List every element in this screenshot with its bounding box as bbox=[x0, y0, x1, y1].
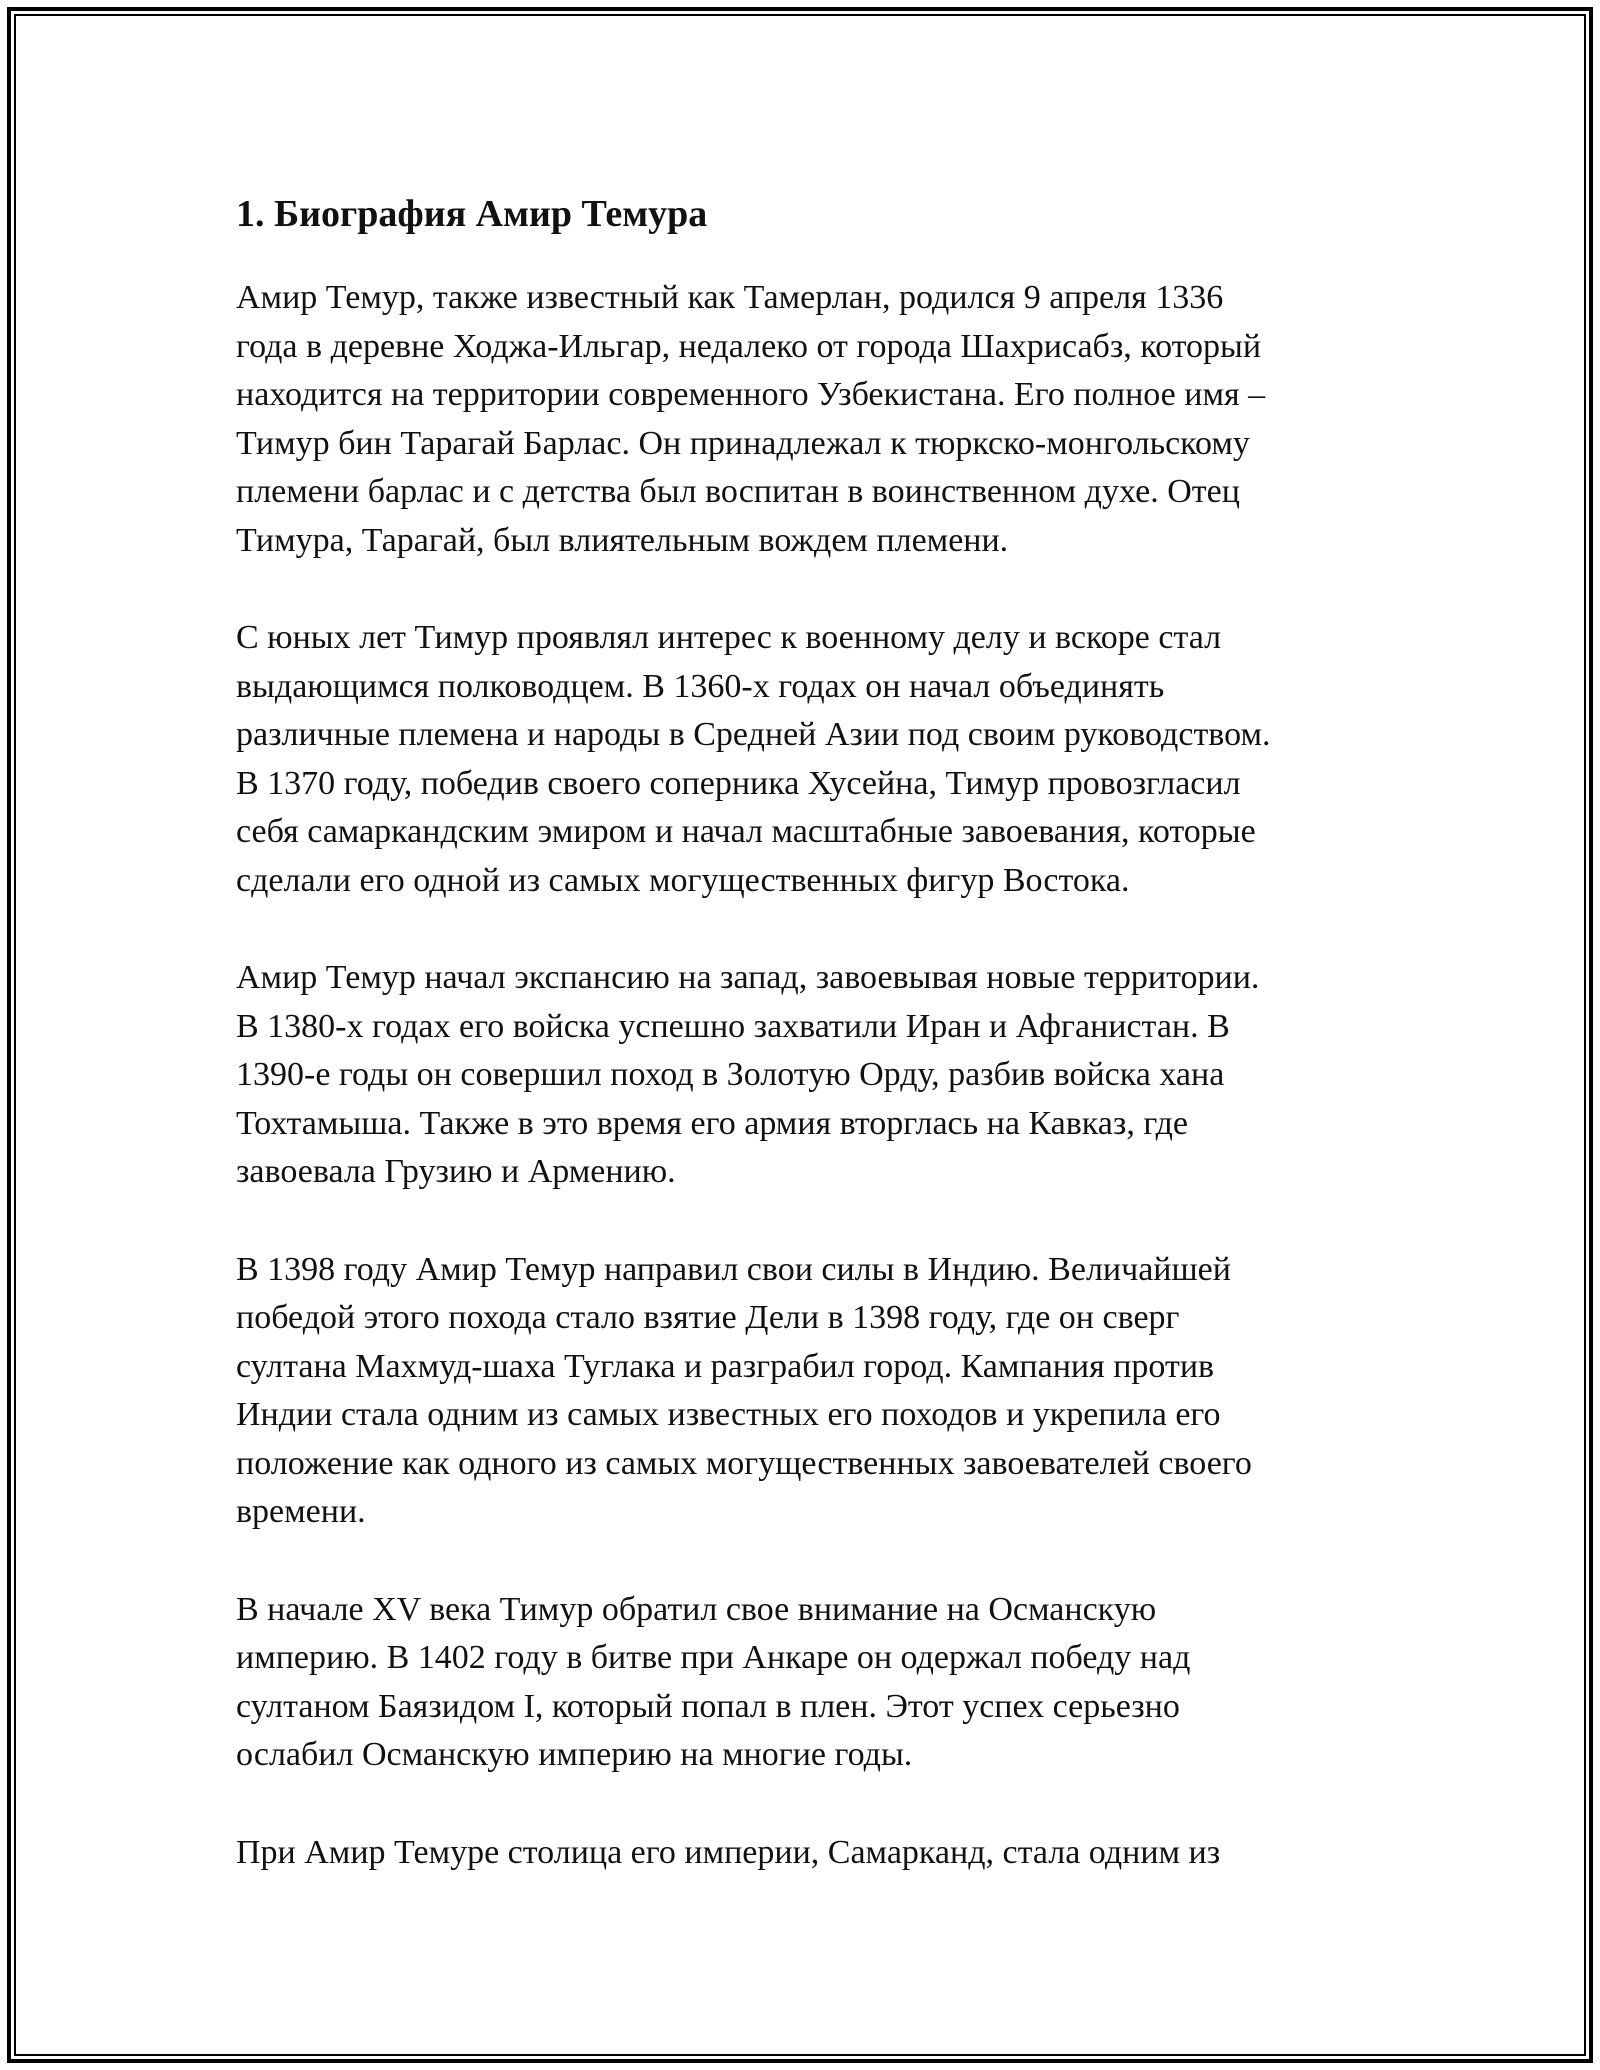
paragraph-ottoman-campaign: В начале XV века Тимур обратил свое внимание на Османскую империю. В 1402 году в битве при Анкаре он одержал победу над султаном Баязидом I, который попал в плен. Этот успех серьезно ослабил Османскую империю на многие годы. bbox=[236, 1590, 1191, 1773]
paragraph-rise: С юных лет Тимур проявлял интерес к военному делу и вскоре стал выдающимся полководцем. В 1360-х годах он начал объединять различные племена и народы в Средней Азии под своим руководством. В 1370 году, победив своего соперника Хусейна, Тимур провозгласил себя самаркандским эмиром и начал масштабные завоевания, которые сделали его одной из самых могущественных фигур Востока. bbox=[236, 619, 1271, 899]
paragraph-west-expansion: Амир Темур начал экспансию на запад, завоевывая новые территории. В 1380-х годах его войска успешно захватили Иран и Афганистан. В 1390-е годы он совершил поход в Золотую Орду, разбив войска хана Тохтамыша. Также в это время его армия вторглась на Кавказ, где завоевала Грузию и Армению. bbox=[236, 959, 1260, 1190]
document-body bbox=[236, 184, 1366, 1926]
section-heading: 1. Биография Амир Темура bbox=[236, 193, 708, 235]
paragraph-samarkand: При Амир Темуре столица его империи, Самарканд, стала одним из bbox=[236, 1833, 1221, 1871]
paragraph-india-campaign: В 1398 году Амир Темур направил свои силы в Индию. Величайшей победой этого похода стало взятие Дели в 1398 году, где он сверг султана Махмуд-шаха Туглака и разграбил город. Кампания против Индии стала одним из самых известных его походов и укрепила его положение как одного из самых могущественных завоевателей своего времени. bbox=[236, 1250, 1252, 1530]
paragraph-birth: Амир Темур, также известный как Тамерлан, родился 9 апреля 1336 года в деревне Ходжа-Ильгар, недалеко от города Шахрисабз, который находится на территории современного Узбекистана. Его полное имя – Тимур бин Тарагай Барлас. Он принадлежал к тюркско-монгольскому племени барлас и с детства был воспитан в воинственном духе. Отец Тимура, Тарагай, был влиятельным вождем племени. bbox=[236, 279, 1266, 559]
